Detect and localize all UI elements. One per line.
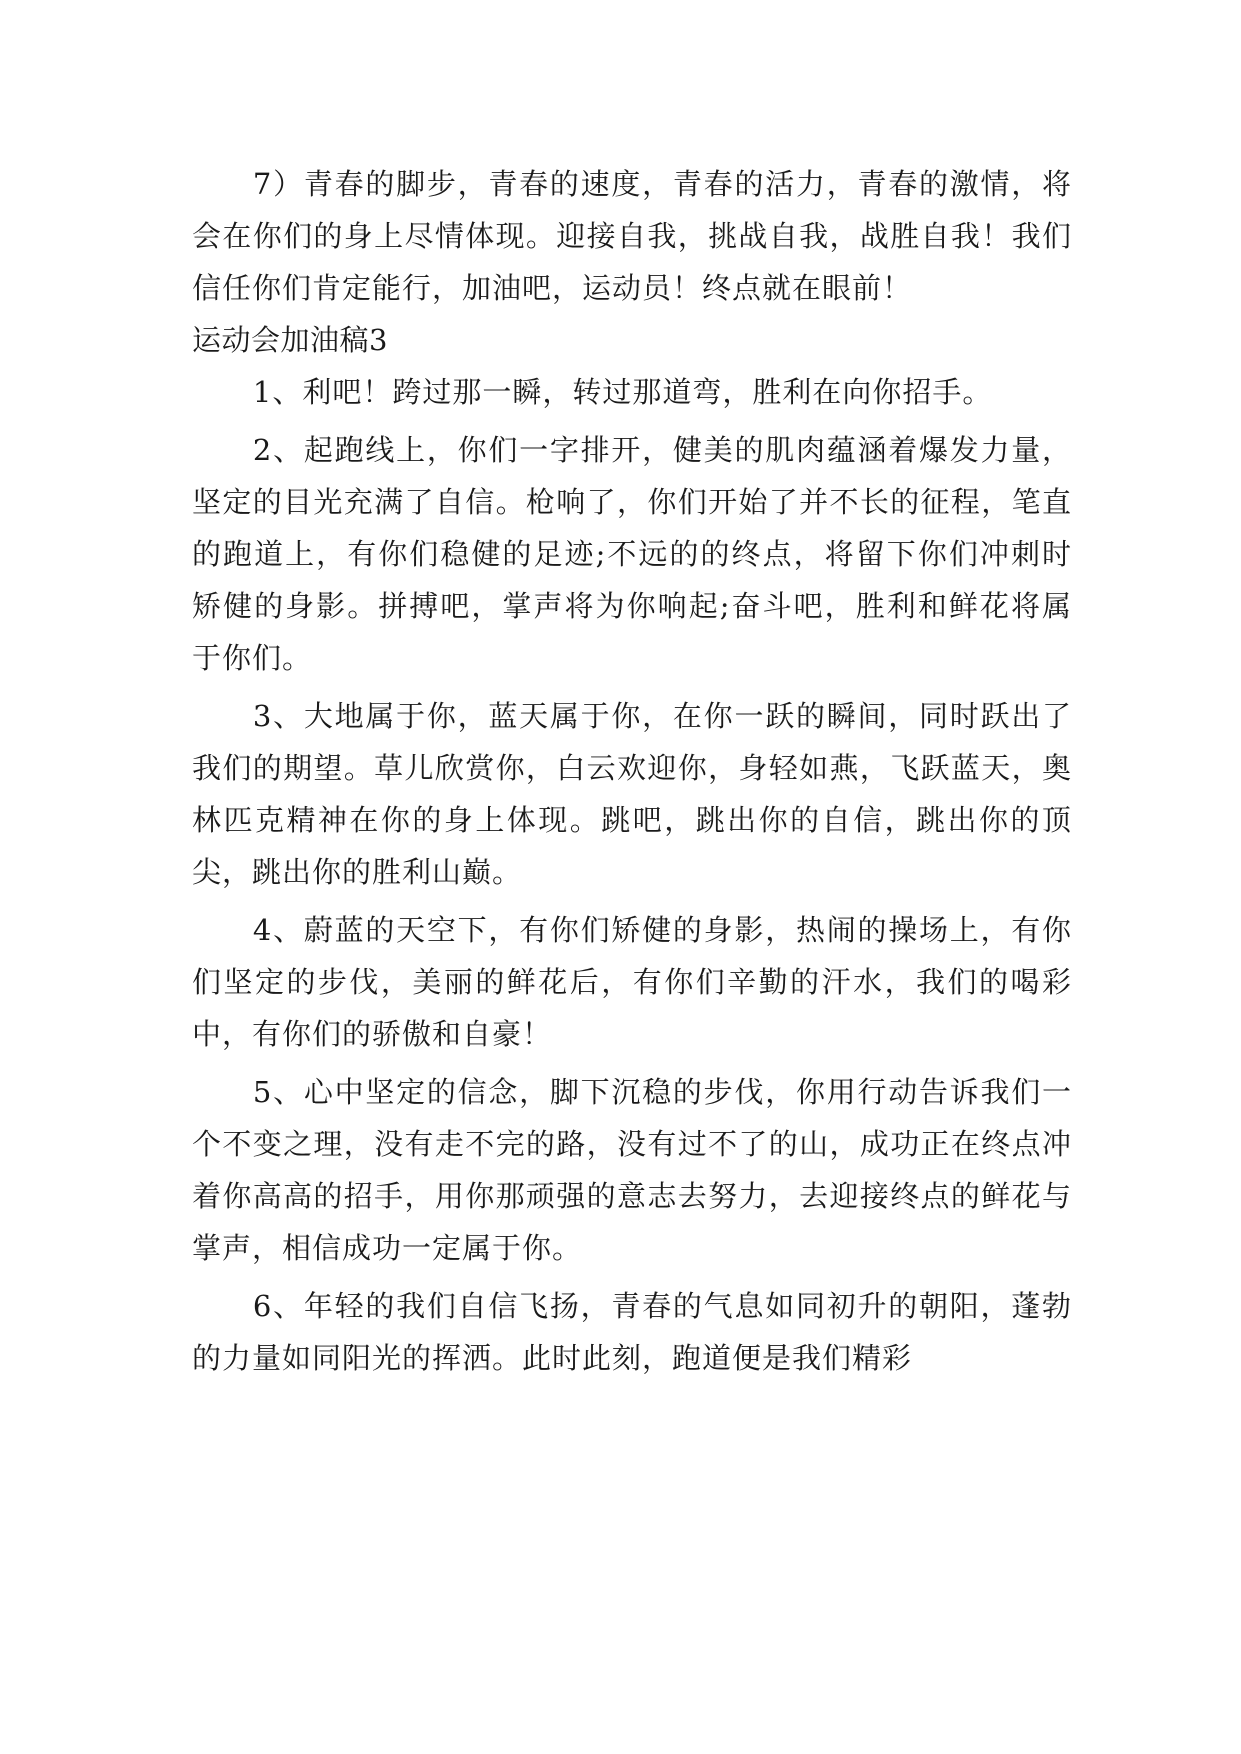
paragraph-item-2: 2、起跑线上，你们一字排开，健美的肌肉蕴涵着爆发力量，坚定的目光充满了自信。枪响了，你们开始了并不长的征程，笔直的跑道上，有你们稳健的足迹;不远的的终点，将留下你们冲刺时矫健的身影。拼搏吧，掌声将为你响起;奋斗吧，胜利和鲜花将属于你们。 — [192, 433, 1072, 675]
paragraph-item-6: 6、年轻的我们自信飞扬，青春的气息如同初升的朝阳，蓬勃的力量如同阳光的挥洒。此时此刻，跑道便是我们精彩 — [192, 1289, 1072, 1375]
paragraph-item-4: 4、蔚蓝的天空下，有你们矫健的身影，热闹的操场上，有你们坚定的步伐，美丽的鲜花后，有你们辛勤的汗水，我们的喝彩中，有你们的骄傲和自豪！ — [192, 913, 1072, 1051]
paragraph-item-1: 1、利吧！跨过那一瞬，转过那道弯，胜利在向你招手。 — [252, 375, 993, 409]
section-title: 运动会加油稿3 — [192, 323, 388, 357]
paragraph-item-3: 3、大地属于你，蓝天属于你，在你一跃的瞬间，同时跃出了我们的期望。草儿欣赏你，白云欢迎你，身轻如燕，飞跃蓝天，奥林匹克精神在你的身上体现。跳吧，跳出你的自信，跳出你的顶尖，跳出你的胜利山巅。 — [192, 699, 1072, 889]
document-body — [192, 158, 1072, 1384]
paragraph-7: 7）青春的脚步，青春的速度，青春的活力，青春的激情，将会在你们的身上尽情体现。迎接自我，挑战自我，战胜自我！我们信任你们肯定能行，加油吧，运动员！终点就在眼前！ — [192, 167, 1072, 305]
paragraph-item-5: 5、心中坚定的信念，脚下沉稳的步伐，你用行动告诉我们一个不变之理，没有走不完的路，没有过不了的山，成功正在终点冲着你高高的招手，用你那顽强的意志去努力，去迎接终点的鲜花与掌声，相信成功一定属于你。 — [192, 1075, 1072, 1265]
